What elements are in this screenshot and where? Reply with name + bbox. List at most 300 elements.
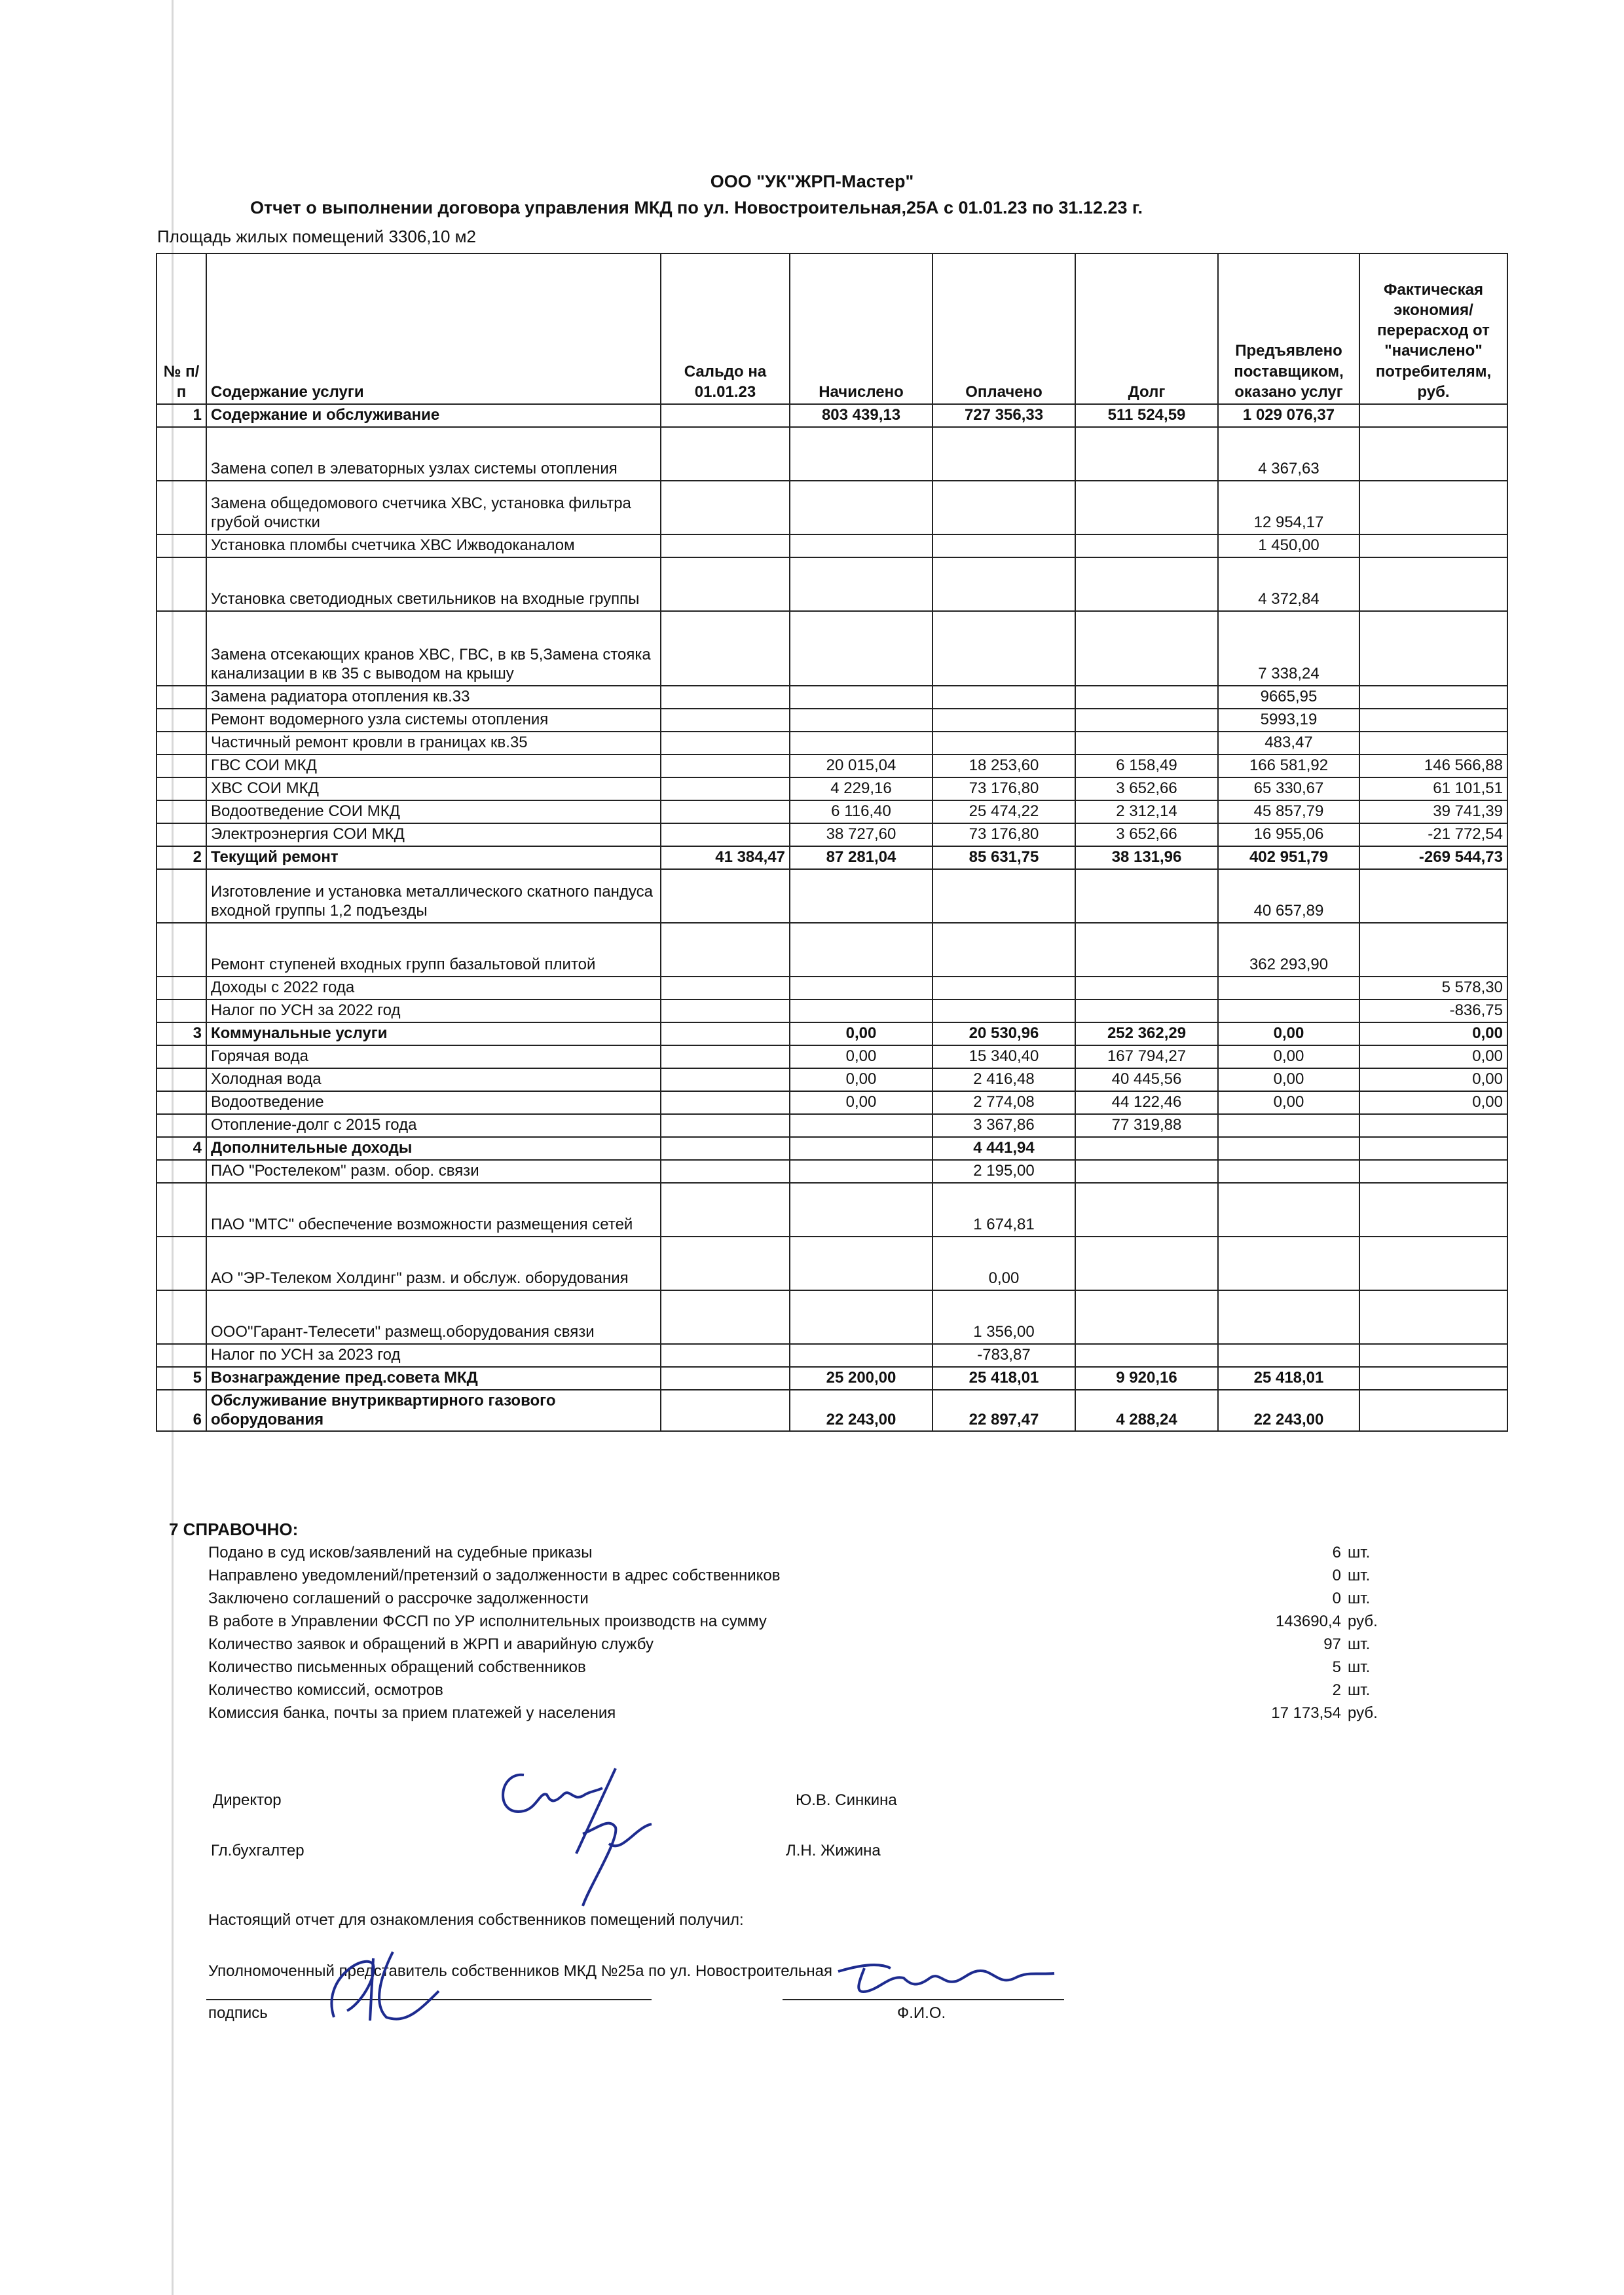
cell-debt: 4 288,24 [1075, 1390, 1218, 1432]
cell-debt [1075, 977, 1218, 999]
cell-saldo [661, 1237, 790, 1290]
cell-n [157, 777, 206, 800]
table-row [157, 709, 1507, 732]
cell-saldo [661, 823, 790, 846]
cell-n [157, 1183, 206, 1237]
cell-debt: 511 524,59 [1075, 404, 1218, 427]
cell-debt: 167 794,27 [1075, 1045, 1218, 1068]
table-row [157, 977, 1507, 999]
cell-paid [932, 999, 1075, 1022]
cell-debt [1075, 1183, 1218, 1237]
cell-n [157, 800, 206, 823]
reference-item-label: В работе в Управлении ФССП по УР исполнительных производств на сумму [208, 1613, 767, 1630]
cell-saldo [661, 1137, 790, 1160]
cell-saldo [661, 777, 790, 800]
cell-paid: 2 195,00 [932, 1160, 1075, 1183]
cell-provided [1218, 977, 1359, 999]
table-row [157, 611, 1507, 686]
cell-economy [1359, 1137, 1507, 1160]
cell-debt [1075, 611, 1218, 686]
table-row [157, 481, 1507, 534]
org-name: ООО "УК"ЖРП-Мастер" [710, 172, 914, 191]
cell-charged [790, 923, 932, 977]
cell-economy [1359, 732, 1507, 755]
cell-provided: 45 857,79 [1218, 800, 1359, 823]
accountant-name: Л.Н. Жижина [786, 1842, 881, 1859]
cell-saldo [661, 977, 790, 999]
reference-item-label: Количество письменных обращений собственников [208, 1658, 586, 1676]
reference-item-value: 0 [1332, 1567, 1341, 1584]
reference-item [169, 1613, 1387, 1635]
cell-debt [1075, 709, 1218, 732]
cell-provided [1218, 999, 1359, 1022]
cell-n [157, 534, 206, 557]
reference-item-value: 5 [1332, 1658, 1341, 1676]
table-header-row [157, 253, 1507, 404]
cell-paid: 3 367,86 [932, 1114, 1075, 1137]
cell-n [157, 1068, 206, 1091]
representative-text: Уполномоченный представитель собственников МКД №25а по ул. Новостроительная [208, 1962, 832, 1980]
cell-paid [932, 427, 1075, 481]
cell-provided: 22 243,00 [1218, 1390, 1359, 1432]
report-title: Отчет о выполнении договора управления МКД по ул. Новостроительная,25А с 01.01.23 по 31.12.23 г. [250, 198, 1143, 217]
cell-charged [790, 1290, 932, 1344]
cell-name: ХВС СОИ МКД [206, 777, 661, 800]
cell-charged [790, 999, 932, 1022]
reference-item-unit: шт. [1348, 1590, 1371, 1607]
cell-saldo [661, 1183, 790, 1237]
reference-item-unit: шт. [1348, 1544, 1371, 1561]
accountant-label: Гл.бухгалтер [211, 1842, 304, 1859]
cell-charged [790, 611, 932, 686]
cell-saldo [661, 1045, 790, 1068]
cell-name: Налог по УСН за 2022 год [206, 999, 661, 1022]
cell-paid [932, 977, 1075, 999]
table-row [157, 1068, 1507, 1091]
cell-paid: 25 418,01 [932, 1367, 1075, 1390]
reference-item [169, 1567, 1387, 1590]
table-row [157, 1290, 1507, 1344]
cell-economy: 0,00 [1359, 1068, 1507, 1091]
cell-saldo [661, 611, 790, 686]
cell-debt [1075, 1160, 1218, 1183]
cell-provided: 362 293,90 [1218, 923, 1359, 977]
cell-debt: 77 319,88 [1075, 1114, 1218, 1137]
table-row [157, 999, 1507, 1022]
reference-item-label: Направлено уведомлений/претензий о задолженности в адрес собственников [208, 1567, 781, 1584]
reference-item-value: 2 [1332, 1681, 1341, 1699]
cell-debt [1075, 686, 1218, 709]
cell-economy [1359, 686, 1507, 709]
cell-paid: 85 631,75 [932, 846, 1075, 869]
cell-name: Обслуживание внутриквартирного газового оборудования [206, 1390, 661, 1432]
cell-paid [932, 923, 1075, 977]
cell-economy [1359, 1114, 1507, 1137]
cell-n [157, 1290, 206, 1344]
table-row [157, 686, 1507, 709]
reference-item [169, 1658, 1387, 1681]
cell-paid: 1 674,81 [932, 1183, 1075, 1237]
cell-n [157, 923, 206, 977]
cell-economy [1359, 611, 1507, 686]
cell-economy: -21 772,54 [1359, 823, 1507, 846]
cell-n [157, 755, 206, 777]
table-row [157, 1160, 1507, 1183]
received-text: Настоящий отчет для ознакомления собственников помещений получил: [208, 1911, 744, 1929]
cell-saldo [661, 404, 790, 427]
table-row [157, 1390, 1507, 1432]
cell-name: Дополнительные доходы [206, 1137, 661, 1160]
sign-label: подпись [208, 2004, 268, 2022]
cell-saldo [661, 1344, 790, 1367]
cell-paid [932, 481, 1075, 534]
table-row [157, 732, 1507, 755]
header-service: Содержание услуги [206, 253, 661, 404]
cell-economy: 0,00 [1359, 1091, 1507, 1114]
table-row [157, 1367, 1507, 1390]
cell-paid [932, 611, 1075, 686]
cell-saldo [661, 755, 790, 777]
cell-saldo [661, 557, 790, 611]
cell-saldo [661, 1367, 790, 1390]
reference-item-value: 97 [1323, 1635, 1341, 1653]
cell-paid: 1 356,00 [932, 1290, 1075, 1344]
header-num: № п/п [157, 253, 206, 404]
cell-saldo: 41 384,47 [661, 846, 790, 869]
table-row [157, 557, 1507, 611]
cell-paid: 25 474,22 [932, 800, 1075, 823]
cell-economy [1359, 1367, 1507, 1390]
cell-economy: 0,00 [1359, 1045, 1507, 1068]
cell-n: 1 [157, 404, 206, 427]
reference-item-unit: руб. [1348, 1704, 1378, 1722]
cell-charged: 0,00 [790, 1022, 932, 1045]
cell-name: ГВС СОИ МКД [206, 755, 661, 777]
cell-provided: 16 955,06 [1218, 823, 1359, 846]
reference-item [169, 1681, 1387, 1704]
cell-name: Содержание и обслуживание [206, 404, 661, 427]
cell-economy [1359, 709, 1507, 732]
cell-debt [1075, 481, 1218, 534]
cell-paid: 18 253,60 [932, 755, 1075, 777]
cell-economy: -269 544,73 [1359, 846, 1507, 869]
cell-name: Водоотведение [206, 1091, 661, 1114]
cell-debt: 9 920,16 [1075, 1367, 1218, 1390]
cell-paid: 20 530,96 [932, 1022, 1075, 1045]
cell-economy [1359, 1183, 1507, 1237]
cell-debt: 2 312,14 [1075, 800, 1218, 823]
reference-item-unit: шт. [1348, 1681, 1371, 1699]
cell-charged: 22 243,00 [790, 1390, 932, 1432]
cell-charged: 803 439,13 [790, 404, 932, 427]
cell-name: Изготовление и установка металлического скатного пандуса входной группы 1,2 подъезды [206, 869, 661, 923]
cell-name: Ремонт водомерного узла системы отопления [206, 709, 661, 732]
cell-charged [790, 1114, 932, 1137]
cell-name: Установка пломбы счетчика ХВС Ижводоканалом [206, 534, 661, 557]
cell-name: Замена отсекающих кранов ХВС, ГВС, в кв 5,Замена стояка канализации в кв 35 с выводом на крышу [206, 611, 661, 686]
cell-saldo [661, 1022, 790, 1045]
cell-provided: 25 418,01 [1218, 1367, 1359, 1390]
cell-saldo [661, 534, 790, 557]
cell-name: Отопление-долг с 2015 года [206, 1114, 661, 1137]
cell-debt [1075, 557, 1218, 611]
table-row [157, 923, 1507, 977]
cell-saldo [661, 1290, 790, 1344]
cell-economy: 39 741,39 [1359, 800, 1507, 823]
cell-debt: 3 652,66 [1075, 777, 1218, 800]
cell-charged [790, 977, 932, 999]
cell-debt [1075, 869, 1218, 923]
cell-debt [1075, 534, 1218, 557]
cell-n [157, 869, 206, 923]
cell-debt: 252 362,29 [1075, 1022, 1218, 1045]
cell-saldo [661, 999, 790, 1022]
table-row [157, 846, 1507, 869]
cell-provided: 1 029 076,37 [1218, 404, 1359, 427]
cell-paid: -783,87 [932, 1344, 1075, 1367]
reference-item-label: Количество комиссий, осмотров [208, 1681, 443, 1699]
reference-item-unit: шт. [1348, 1658, 1371, 1676]
cell-economy [1359, 1390, 1507, 1432]
cell-n [157, 481, 206, 534]
cell-provided [1218, 1114, 1359, 1137]
cell-provided [1218, 1137, 1359, 1160]
cell-name: АО "ЭР-Телеком Холдинг" разм. и обслуж. оборудования [206, 1237, 661, 1290]
cell-paid: 4 441,94 [932, 1137, 1075, 1160]
cell-saldo [661, 732, 790, 755]
table-row [157, 427, 1507, 481]
cell-n [157, 1114, 206, 1137]
table-row [157, 1137, 1507, 1160]
cell-provided: 4 367,63 [1218, 427, 1359, 481]
cell-provided [1218, 1160, 1359, 1183]
cell-charged [790, 427, 932, 481]
cell-charged [790, 709, 932, 732]
cell-charged: 0,00 [790, 1068, 932, 1091]
cell-name: Доходы с 2022 года [206, 977, 661, 999]
cell-charged [790, 1160, 932, 1183]
cell-saldo [661, 1114, 790, 1137]
cell-economy [1359, 481, 1507, 534]
cell-paid: 2 416,48 [932, 1068, 1075, 1091]
table-row [157, 777, 1507, 800]
cell-charged: 87 281,04 [790, 846, 932, 869]
cell-n [157, 709, 206, 732]
director-signature [485, 1755, 747, 1912]
cell-name: Установка светодиодных светильников на входные группы [206, 557, 661, 611]
cell-provided: 0,00 [1218, 1022, 1359, 1045]
cell-economy [1359, 923, 1507, 977]
cell-provided [1218, 1183, 1359, 1237]
table-row [157, 1344, 1507, 1367]
cell-charged [790, 1137, 932, 1160]
reference-item-value: 143690,4 [1275, 1613, 1341, 1630]
table-row [157, 1114, 1507, 1137]
cell-provided: 9665,95 [1218, 686, 1359, 709]
reference-section [169, 1520, 1387, 1727]
cell-n [157, 611, 206, 686]
header-charged: Начислено [790, 253, 932, 404]
table-row [157, 1183, 1507, 1237]
cell-provided: 483,47 [1218, 732, 1359, 755]
cell-saldo [661, 481, 790, 534]
cell-debt [1075, 923, 1218, 977]
cell-provided: 0,00 [1218, 1091, 1359, 1114]
reference-item [169, 1704, 1387, 1727]
reference-item [169, 1635, 1387, 1658]
cell-economy [1359, 1237, 1507, 1290]
cell-charged: 25 200,00 [790, 1367, 932, 1390]
cell-saldo [661, 1068, 790, 1091]
reference-title: 7 СПРАВОЧНО: [169, 1520, 299, 1539]
cell-name: Частичный ремонт кровли в границах кв.35 [206, 732, 661, 755]
cell-name: Замена общедомового счетчика ХВС, установка фильтра грубой очистки [206, 481, 661, 534]
reference-item-value: 17 173,54 [1271, 1704, 1341, 1722]
table-row [157, 823, 1507, 846]
cell-charged [790, 686, 932, 709]
reference-item-label: Комиссия банка, почты за прием платежей у населения [208, 1704, 616, 1722]
cell-name: Текущий ремонт [206, 846, 661, 869]
cell-charged [790, 1344, 932, 1367]
cell-provided: 0,00 [1218, 1045, 1359, 1068]
cell-paid: 22 897,47 [932, 1390, 1075, 1432]
cell-charged: 0,00 [790, 1045, 932, 1068]
table-row [157, 1091, 1507, 1114]
cell-economy [1359, 557, 1507, 611]
header-provided: Предъявлено поставщиком, оказано услуг [1218, 253, 1359, 404]
cell-debt [1075, 732, 1218, 755]
cell-n: 6 [157, 1390, 206, 1432]
cell-charged [790, 1183, 932, 1237]
reference-item [169, 1544, 1387, 1567]
cell-saldo [661, 427, 790, 481]
cell-name: ПАО "МТС" обеспечение возможности размещения сетей [206, 1183, 661, 1237]
header-economy: Фактическая экономия/перерасход от "начислено" потребителям, руб. [1359, 253, 1507, 404]
cell-n [157, 557, 206, 611]
cell-paid: 73 176,80 [932, 823, 1075, 846]
table-row [157, 1237, 1507, 1290]
living-area: Площадь жилых помещений 3306,10 м2 [157, 227, 477, 246]
cell-provided: 166 581,92 [1218, 755, 1359, 777]
cell-name: Вознаграждение пред.совета МКД [206, 1367, 661, 1390]
cell-provided: 4 372,84 [1218, 557, 1359, 611]
cell-charged [790, 1237, 932, 1290]
director-label: Директор [213, 1791, 282, 1809]
cell-saldo [661, 1390, 790, 1432]
header-debt: Долг [1075, 253, 1218, 404]
cell-n: 2 [157, 846, 206, 869]
representative-signature [308, 1939, 452, 2030]
cell-n [157, 1344, 206, 1367]
cell-n [157, 686, 206, 709]
cell-charged: 6 116,40 [790, 800, 932, 823]
cell-debt: 3 652,66 [1075, 823, 1218, 846]
cell-name: Замена радиатора отопления кв.33 [206, 686, 661, 709]
cell-economy [1359, 404, 1507, 427]
cell-economy [1359, 427, 1507, 481]
cell-debt [1075, 1290, 1218, 1344]
cell-paid [932, 869, 1075, 923]
cell-n: 3 [157, 1022, 206, 1045]
cell-debt [1075, 427, 1218, 481]
reference-item-value: 0 [1332, 1590, 1341, 1607]
cell-n [157, 1237, 206, 1290]
table-row [157, 404, 1507, 427]
cell-economy: 0,00 [1359, 1022, 1507, 1045]
cell-n: 5 [157, 1367, 206, 1390]
cell-provided: 7 338,24 [1218, 611, 1359, 686]
cell-n [157, 1091, 206, 1114]
cell-saldo [661, 709, 790, 732]
cell-paid [932, 557, 1075, 611]
cell-debt: 40 445,56 [1075, 1068, 1218, 1091]
cell-economy [1359, 1344, 1507, 1367]
cell-name: ПАО "Ростелеком" разм. обор. связи [206, 1160, 661, 1183]
cell-name: Электроэнергия СОИ МКД [206, 823, 661, 846]
cell-n [157, 977, 206, 999]
cell-name: Холодная вода [206, 1068, 661, 1091]
cell-provided [1218, 1344, 1359, 1367]
cell-provided: 65 330,67 [1218, 777, 1359, 800]
cell-charged: 4 229,16 [790, 777, 932, 800]
reference-item-label: Подано в суд исков/заявлений на судебные приказы [208, 1544, 593, 1561]
table-row [157, 1045, 1507, 1068]
cell-name: Коммунальные услуги [206, 1022, 661, 1045]
cell-saldo [661, 869, 790, 923]
cell-economy: 5 578,30 [1359, 977, 1507, 999]
cell-debt [1075, 1137, 1218, 1160]
report-table [156, 253, 1508, 1432]
cell-name: Водоотведение СОИ МКД [206, 800, 661, 823]
cell-charged: 20 015,04 [790, 755, 932, 777]
cell-saldo [661, 800, 790, 823]
cell-n [157, 427, 206, 481]
cell-economy [1359, 869, 1507, 923]
table-row [157, 755, 1507, 777]
cell-paid: 15 340,40 [932, 1045, 1075, 1068]
cell-economy [1359, 1160, 1507, 1183]
reference-item-label: Заключено соглашений о рассрочке задолженности [208, 1590, 589, 1607]
cell-paid [932, 709, 1075, 732]
cell-n [157, 1160, 206, 1183]
cell-paid: 0,00 [932, 1237, 1075, 1290]
cell-name: ООО"Гарант-Телесети" размещ.оборудования связи [206, 1290, 661, 1344]
cell-name: Налог по УСН за 2023 год [206, 1344, 661, 1367]
cell-economy: 61 101,51 [1359, 777, 1507, 800]
table-row [157, 800, 1507, 823]
cell-debt: 38 131,96 [1075, 846, 1218, 869]
reference-item-unit: шт. [1348, 1567, 1371, 1584]
cell-n: 4 [157, 1137, 206, 1160]
header-paid: Оплачено [932, 253, 1075, 404]
cell-n [157, 823, 206, 846]
cell-charged [790, 557, 932, 611]
cell-charged [790, 481, 932, 534]
cell-paid [932, 732, 1075, 755]
table-row [157, 1022, 1507, 1045]
reference-item-unit: руб. [1348, 1613, 1378, 1630]
cell-provided [1218, 1237, 1359, 1290]
cell-economy: -836,75 [1359, 999, 1507, 1022]
cell-paid: 727 356,33 [932, 404, 1075, 427]
cell-saldo [661, 1160, 790, 1183]
cell-economy: 146 566,88 [1359, 755, 1507, 777]
cell-saldo [661, 1091, 790, 1114]
reference-item-label: Количество заявок и обращений в ЖРП и аварийную службу [208, 1635, 654, 1653]
cell-name: Горячая вода [206, 1045, 661, 1068]
representative-name-signature [832, 1949, 1067, 2007]
cell-provided: 1 450,00 [1218, 534, 1359, 557]
